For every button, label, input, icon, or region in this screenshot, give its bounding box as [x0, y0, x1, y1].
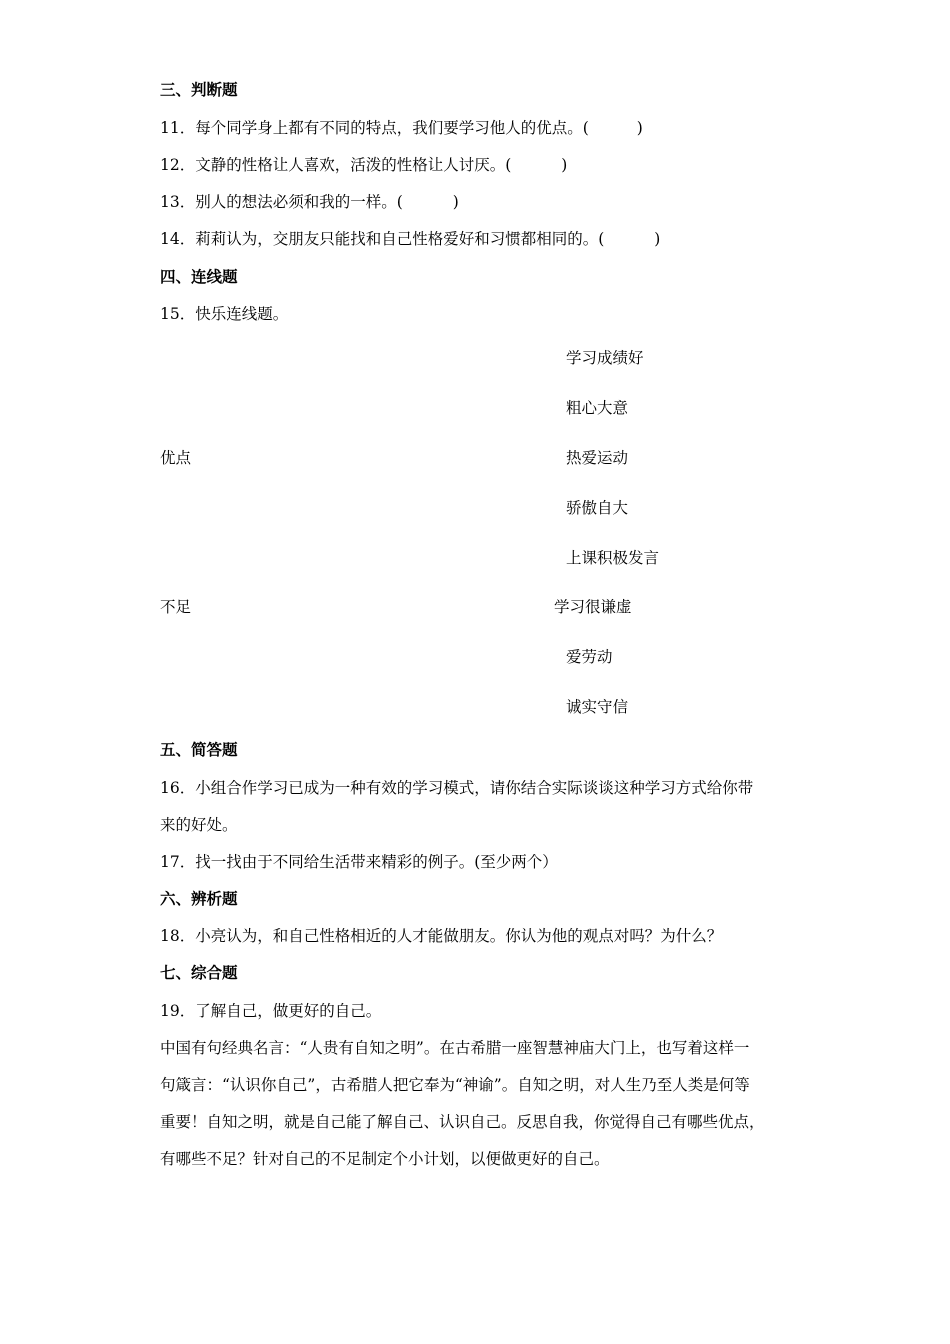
right-item: 粗心大意 — [566, 399, 629, 417]
section-6-heading: 六、辨析题 — [160, 889, 238, 908]
question-15: 15．快乐连线题。 — [160, 305, 289, 323]
right-item: 热爱运动 — [566, 449, 629, 467]
question-13-text: 13．别人的想法必须和我的一样。( — [160, 193, 403, 211]
right-item: 上课积极发言 — [566, 549, 660, 567]
question-12-close: ) — [561, 156, 568, 174]
question-17: 17．找一找由于不同给生活带来精彩的例子。(至少两个） — [160, 853, 558, 871]
question-12 — [160, 155, 567, 175]
right-item: 爱劳动 — [566, 648, 613, 666]
section-4-heading: 四、连线题 — [160, 267, 238, 286]
left-item-strengths: 优点 — [160, 449, 192, 467]
left-item-weaknesses: 不足 — [160, 598, 192, 616]
question-11-text: 11．每个同学身上都有不同的特点，我们要学习他人的优点。( — [160, 119, 589, 137]
question-14-text: 14．莉莉认为，交朋友只能找和自己性格爱好和习惯都相同的。( — [160, 230, 605, 248]
question-16-line-2: 来的好处。 — [160, 816, 238, 834]
right-item: 诚实守信 — [566, 698, 629, 716]
question-13 — [160, 192, 459, 212]
right-item: 学习成绩好 — [566, 349, 644, 367]
question-11 — [160, 118, 643, 138]
question-13-close: ) — [452, 193, 459, 211]
section-7-heading: 七、综合题 — [160, 963, 238, 982]
section-5-heading: 五、简答题 — [160, 740, 238, 759]
question-14-close: ) — [654, 230, 661, 248]
question-14 — [160, 229, 660, 249]
question-16-line-1: 16．小组合作学习已成为一种有效的学习模式，请你结合实际谈谈这种学习方式给你带 — [160, 779, 754, 797]
passage-line: 中国有句经典名言：“人贵有自知之明”。在古希腊一座智慧神庙大门上，也写着这样一 — [160, 1039, 750, 1057]
passage-line: 有哪些不足？针对自己的不足制定个小计划，以便做更好的自己。 — [160, 1150, 610, 1168]
right-item: 骄傲自大 — [566, 499, 629, 517]
right-item: 学习很谦虚 — [554, 598, 632, 616]
passage-line: 重要！自知之明，就是自己能了解自己、认识自己。反思自我，你觉得自己有哪些优点， — [160, 1113, 765, 1131]
section-3-heading: 三、判断题 — [160, 80, 238, 99]
question-11-close: ) — [636, 119, 643, 137]
passage-line: 句箴言：“认识你自己”，古希腊人把它奉为“神谕”。自知之明，对人生乃至人类是何等 — [160, 1076, 750, 1094]
question-18: 18．小亮认为，和自己性格相近的人才能做朋友。你认为他的观点对吗？为什么？ — [160, 927, 723, 945]
question-19: 19．了解自己，做更好的自己。 — [160, 1002, 382, 1020]
question-12-text: 12．文静的性格让人喜欢，活泼的性格让人讨厌。( — [160, 156, 512, 174]
